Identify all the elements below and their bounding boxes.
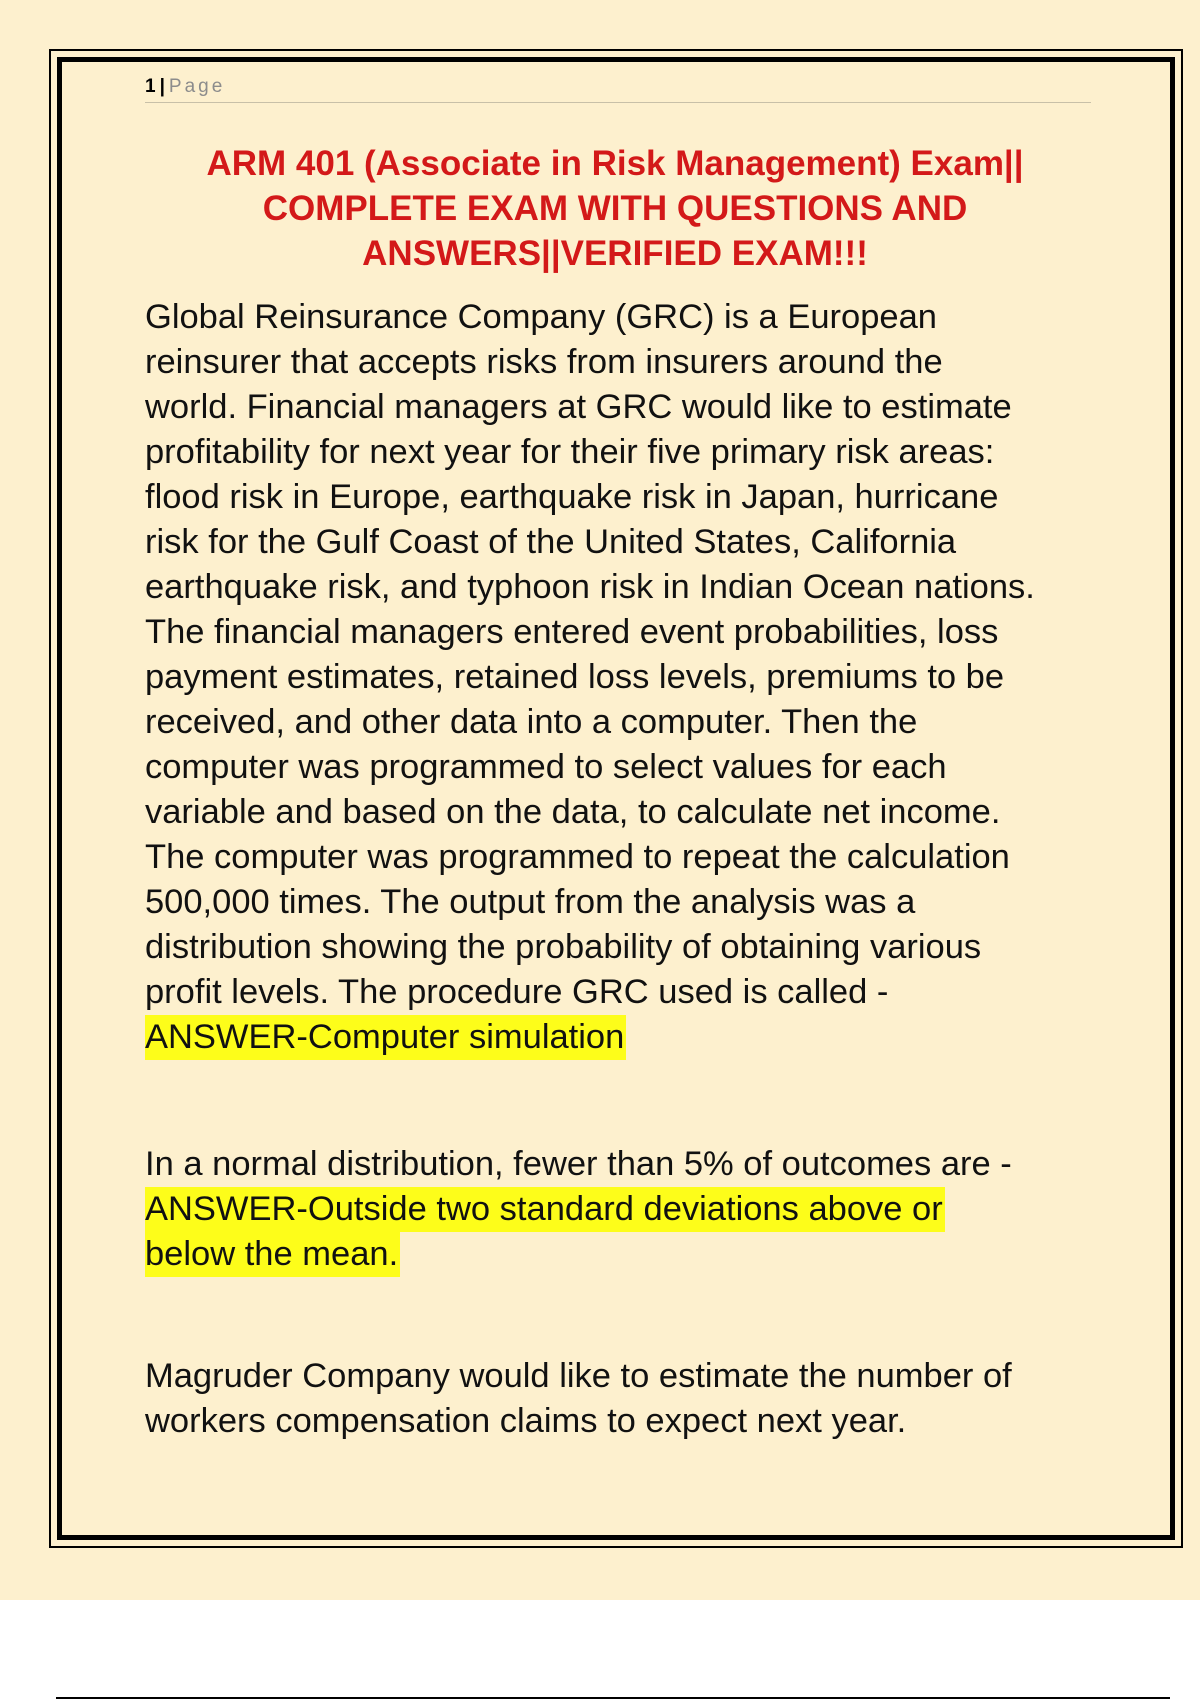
document-title [140,141,1090,276]
question-line: The computer was programmed to repeat the calculation [145,838,1010,876]
question-line: In a normal distribution, fewer than 5% of outcomes are - [145,1145,1012,1183]
answer-highlight: ANSWER-Outside two standard deviations above or [145,1187,945,1232]
question-1 [145,295,1105,1060]
question-line: Magruder Company would like to estimate the number of [145,1357,1012,1395]
question-line: received, and other data into a computer. Then the [145,703,918,741]
question-line: 500,000 times. The output from the analysis was a [145,883,916,921]
page-header [145,74,1091,103]
answer-highlight: below the mean. [145,1232,400,1277]
question-line: risk for the Gulf Coast of the United States, California [145,523,957,561]
page-separator: | [159,76,165,97]
question-line: variable and based on the data, to calculate net income. [145,793,1001,831]
question-line: computer was programmed to select values for each [145,748,947,786]
question-line: profit levels. The procedure GRC used is called - [145,973,889,1011]
question-line: profitability for next year for their five primary risk areas: [145,433,995,471]
question-line: reinsurer that accepts risks from insurers around the [145,343,943,381]
question-line: world. Financial managers at GRC would like to estimate [145,388,1012,426]
question-line: payment estimates, retained loss levels, premiums to be [145,658,1005,696]
title-line: COMPLETE EXAM WITH QUESTIONS AND [262,189,968,228]
question-3 [145,1354,1105,1444]
question-line: Global Reinsurance Company (GRC) is a European [145,298,937,336]
page-number: 1 [145,76,156,97]
question-line: distribution showing the probability of obtaining various [145,928,982,966]
question-line: earthquake risk, and typhoon risk in Indian Ocean nations. [145,568,1035,606]
next-page-rule [56,1697,1170,1699]
question-line: workers compensation claims to expect next year. [145,1402,907,1440]
question-line: The financial managers entered event probabilities, loss [145,613,999,651]
question-2 [145,1142,1105,1277]
title-line: ANSWERS||VERIFIED EXAM!!! [362,234,868,273]
question-line: flood risk in Europe, earthquake risk in Japan, hurricane [145,478,999,516]
answer-highlight: ANSWER-Computer simulation [145,1015,626,1060]
page-label: Page [168,76,226,97]
title-line: ARM 401 (Associate in Risk Management) Exam|| [206,144,1024,183]
